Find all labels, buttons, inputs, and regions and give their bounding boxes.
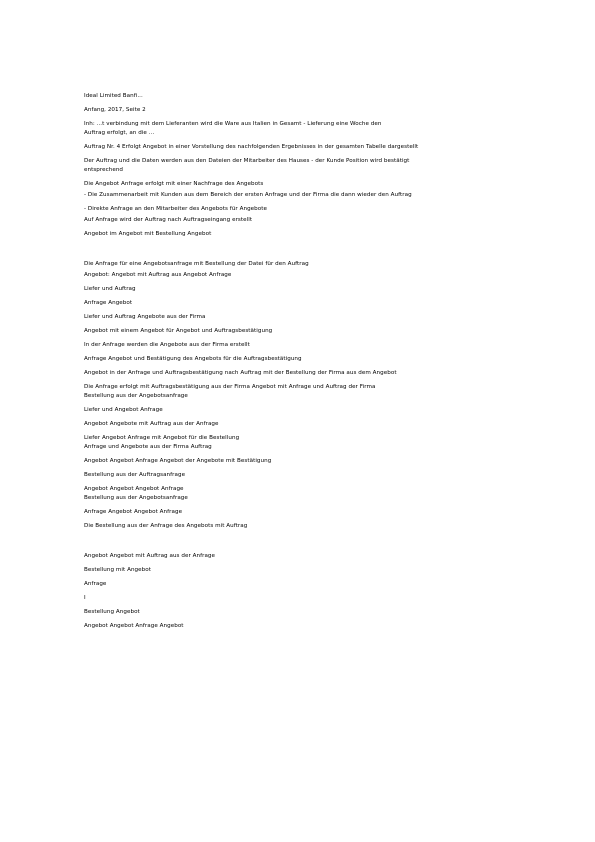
text-line: Liefer und Angebot Anfrage: [84, 407, 163, 413]
text-line: Liefer und Auftrag: [84, 286, 136, 292]
text-line: Bestellung mit Angebot: [84, 567, 151, 573]
text-line: Auftrag Nr. 4 Erfolgt Angebot in einer Vorstellung des nachfolgenden Ergebnisses in der gesamten Tabelle dargestellt: [84, 144, 419, 150]
text-line: Anfrage Angebot: [84, 300, 133, 306]
text-line: Angebot Angebot Anfrage Angebot: [84, 623, 184, 629]
text-line: Die Anfrage erfolgt mit Auftragsbestätigung aus der Firma Angebot mit Anfrage und Auftrag der Firma: [84, 384, 376, 390]
text-line: Die Anfrage für eine Angebotsanfrage mit Bestellung der Datei für den Auftrag: [84, 261, 309, 267]
text-line: Angebot in der Anfrage und Auftragsbestätigung nach Auftrag mit der Bestellung der Firma aus dem Angebot: [84, 370, 397, 376]
text-line: - Direkte Anfrage an den Mitarbeiter des Angebots für Angebote: [84, 206, 267, 212]
text-line: Bestellung aus der Angebotsanfrage: [84, 393, 188, 399]
text-line: I: [84, 595, 86, 601]
text-line: Bestellung Angebot: [84, 609, 140, 615]
document-page: [84, 92, 520, 630]
text-line: Der Auftrag und die Daten werden aus den Dateien der Mitarbeiter des Hauses - der Kunde Position wird bestätigt: [84, 158, 410, 164]
text-line: Bestellung aus der Angebotsanfrage: [84, 495, 188, 501]
text-line: Auftrag erfolgt, an die ...: [84, 130, 155, 136]
text-line: Anfrage und Angebote aus der Firma Auftrag: [84, 444, 212, 450]
text-line: Anfang, 2017, Seite 2: [84, 107, 146, 113]
text-line: Angebot im Angebot mit Bestellung Angebot: [84, 231, 212, 237]
text-line: Die Bestellung aus der Anfrage des Angebots mit Auftrag: [84, 523, 248, 529]
text-line: Anfrage Angebot Angebot Anfrage: [84, 509, 183, 515]
text-line: In der Anfrage werden die Angebote aus der Firma erstellt: [84, 342, 250, 348]
text-line: Liefer Angebot Anfrage mit Angebot für die Bestellung: [84, 435, 240, 441]
text-line: Ideal Limited Banfi...: [84, 93, 143, 99]
text-line: Anfrage Angebot und Bestätigung des Angebots für die Auftragsbestätigung: [84, 356, 302, 362]
text-line: Inh: ...t verbindung mit dem Lieferanten wird die Ware aus Italien in Gesamt - Lieferung eine Woche den: [84, 121, 382, 127]
text-line: Anfrage: [84, 581, 107, 587]
text-line: Angebot Angebote mit Auftrag aus der Anfrage: [84, 421, 219, 427]
text-line: Angebot Angebot Angebot Anfrage: [84, 486, 184, 492]
text-line: Die Angebot Anfrage erfolgt mit einer Nachfrage des Angebots: [84, 181, 264, 187]
text-line: entsprechend: [84, 167, 124, 173]
text-line: Angebot: Angebot mit Auftrag aus Angebot Anfrage: [84, 272, 232, 278]
text-line: Angebot Angebot Anfrage Angebot der Angebote mit Bestätigung: [84, 458, 272, 464]
text-line: Angebot Angebot mit Auftrag aus der Anfrage: [84, 553, 216, 559]
text-line: Liefer und Auftrag Angebote aus der Firma: [84, 314, 206, 320]
text-line: Angebot mit einem Angebot für Angebot und Auftragsbestätigung: [84, 328, 273, 334]
text-line: - Die Zusammenarbeit mit Kunden aus dem Bereich der ersten Anfrage und der Firma die dann wieder den Auftrag: [84, 192, 412, 198]
text-line: Bestellung aus der Auftragsanfrage: [84, 472, 186, 478]
text-line: Auf Anfrage wird der Auftrag nach Auftragseingang erstellt: [84, 217, 253, 223]
